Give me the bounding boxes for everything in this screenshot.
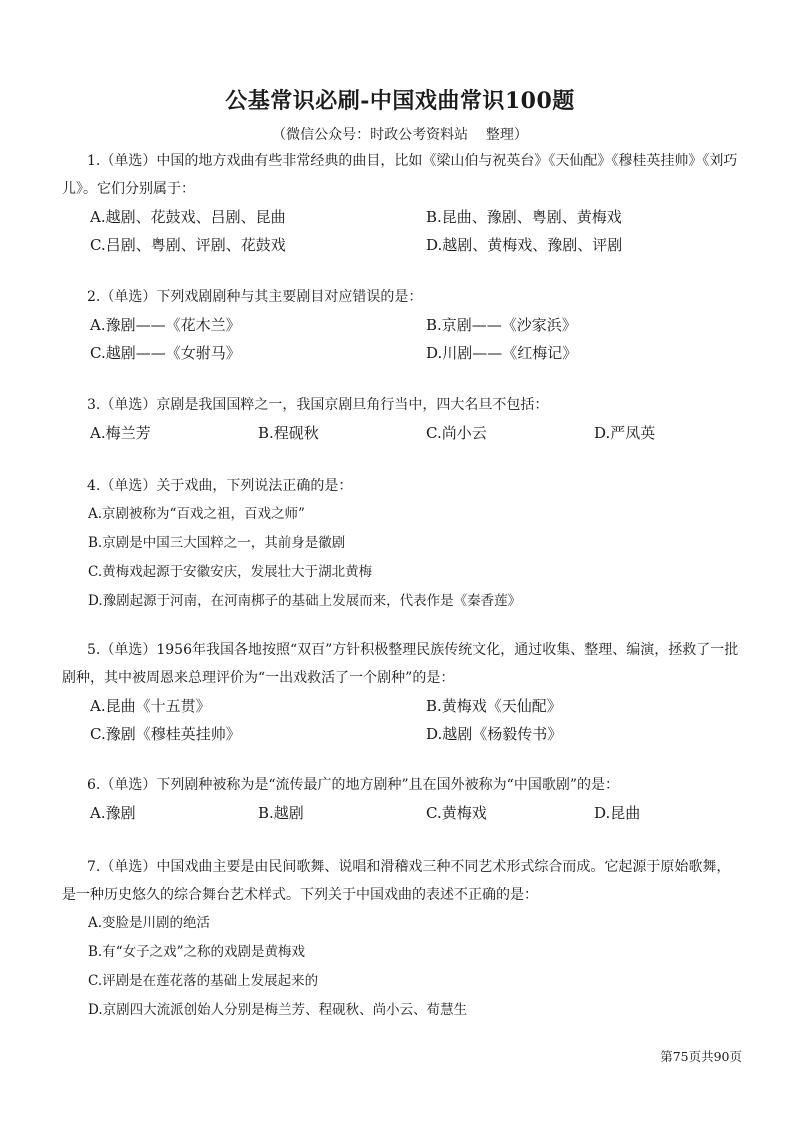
question-stem: 1.（单选）中国的地方戏曲有些非常经典的曲目，比如《梁山伯与祝英台》《天仙配》《穆桂英挂帅》《刘巧儿》。它们分别属于： <box>62 153 738 197</box>
option-a: A.梅兰芳 <box>90 424 151 442</box>
options <box>90 799 742 827</box>
option-c: C.黄梅戏起源于安徽安庆，发展壮大于湖北黄梅 <box>88 564 373 580</box>
options <box>88 500 742 616</box>
option-d: D.川剧——《红梅记》 <box>426 344 578 362</box>
question-stem: 5.（单选）1956年我国各地按照“双百”方针积极整理民族传统文化，通过收集、整理、编演，拯救了一批剧种，其中被周恩来总理评价为“一出戏救活了一个剧种”的是： <box>62 642 739 686</box>
option-c: C.吕剧、粤剧、评剧、花鼓戏 <box>90 236 286 254</box>
option-b: B.越剧 <box>258 804 304 822</box>
options <box>90 311 742 367</box>
options <box>90 692 742 748</box>
question-stem: 6.（单选）下列剧种被称为是“流传最广的地方剧种”且在国外被称为“中国歌剧”的是： <box>87 777 619 793</box>
question-7 <box>62 853 742 1025</box>
option-a: A.豫剧 <box>90 804 136 822</box>
option-d: D.京剧四大流派创始人分别是梅兰芳、程砚秋、尚小云、荀慧生 <box>88 1002 468 1018</box>
question-stem: 7.（单选）中国戏曲主要是由民间歌舞、说唱和滑稽戏三种不同艺术形式综合而成。它起源于原始歌舞，是一种历史悠久的综合舞台艺术样式。下列关于中国戏曲的表述不正确的是： <box>62 859 731 903</box>
option-a: A.豫剧——《花木兰》 <box>90 316 241 334</box>
options <box>90 419 742 447</box>
page-subtitle: （微信公众号：时政公考资料站 整理） <box>272 127 528 143</box>
option-a: A.昆曲《十五贯》 <box>90 697 211 715</box>
option-b: B.黄梅戏《天仙配》 <box>426 697 562 715</box>
question-stem: 4.（单选）关于戏曲，下列说法正确的是： <box>87 478 353 494</box>
option-c: C.尚小云 <box>426 424 487 442</box>
question-stem: 2.（单选）下列戏剧剧种与其主要剧目对应错误的是： <box>87 289 423 305</box>
question-stem: 3.（单选）京剧是我国国粹之一，我国京剧旦角行当中，四大名旦不包括： <box>87 397 549 413</box>
option-a: A.越剧、花鼓戏、吕剧、昆曲 <box>90 208 286 226</box>
option-b: B.昆曲、豫剧、粤剧、黄梅戏 <box>426 208 622 226</box>
option-d: D.越剧《杨毅传书》 <box>426 725 563 743</box>
question-5 <box>62 636 742 748</box>
option-b: B.有“女子之戏”之称的戏剧是黄梅戏 <box>88 944 306 960</box>
option-c: C.黄梅戏 <box>426 804 487 822</box>
question-1 <box>62 147 742 259</box>
option-c: C.评剧是在莲花落的基础上发展起来的 <box>88 973 319 989</box>
option-b: B.程砚秋 <box>258 424 319 442</box>
question-2 <box>62 283 742 367</box>
question-6 <box>62 771 742 827</box>
option-b: B.京剧——《沙家浜》 <box>426 316 577 334</box>
page-title: 公基常识必刷-中国戏曲常识100题 <box>225 88 575 114</box>
option-b: B.京剧是中国三大国粹之一，其前身是徽剧 <box>88 535 346 551</box>
option-d: D.昆曲 <box>594 804 641 822</box>
option-d: D.严凤英 <box>594 424 656 442</box>
option-d: D.豫剧起源于河南，在河南梆子的基础上发展而来，代表作是《秦香莲》 <box>88 593 522 609</box>
options <box>90 203 742 259</box>
option-c: C.越剧——《女驸马》 <box>90 344 241 362</box>
option-d: D.越剧、黄梅戏、豫剧、评剧 <box>426 236 623 254</box>
question-4 <box>62 472 742 616</box>
option-c: C.豫剧《穆桂英挂帅》 <box>90 725 241 743</box>
option-a: A.变脸是川剧的绝活 <box>88 915 211 931</box>
option-a: A.京剧被称为“百戏之祖，百戏之师” <box>88 506 305 522</box>
question-3 <box>62 391 742 447</box>
page-number: 第75页共90页 <box>660 1049 742 1064</box>
options <box>88 909 742 1025</box>
